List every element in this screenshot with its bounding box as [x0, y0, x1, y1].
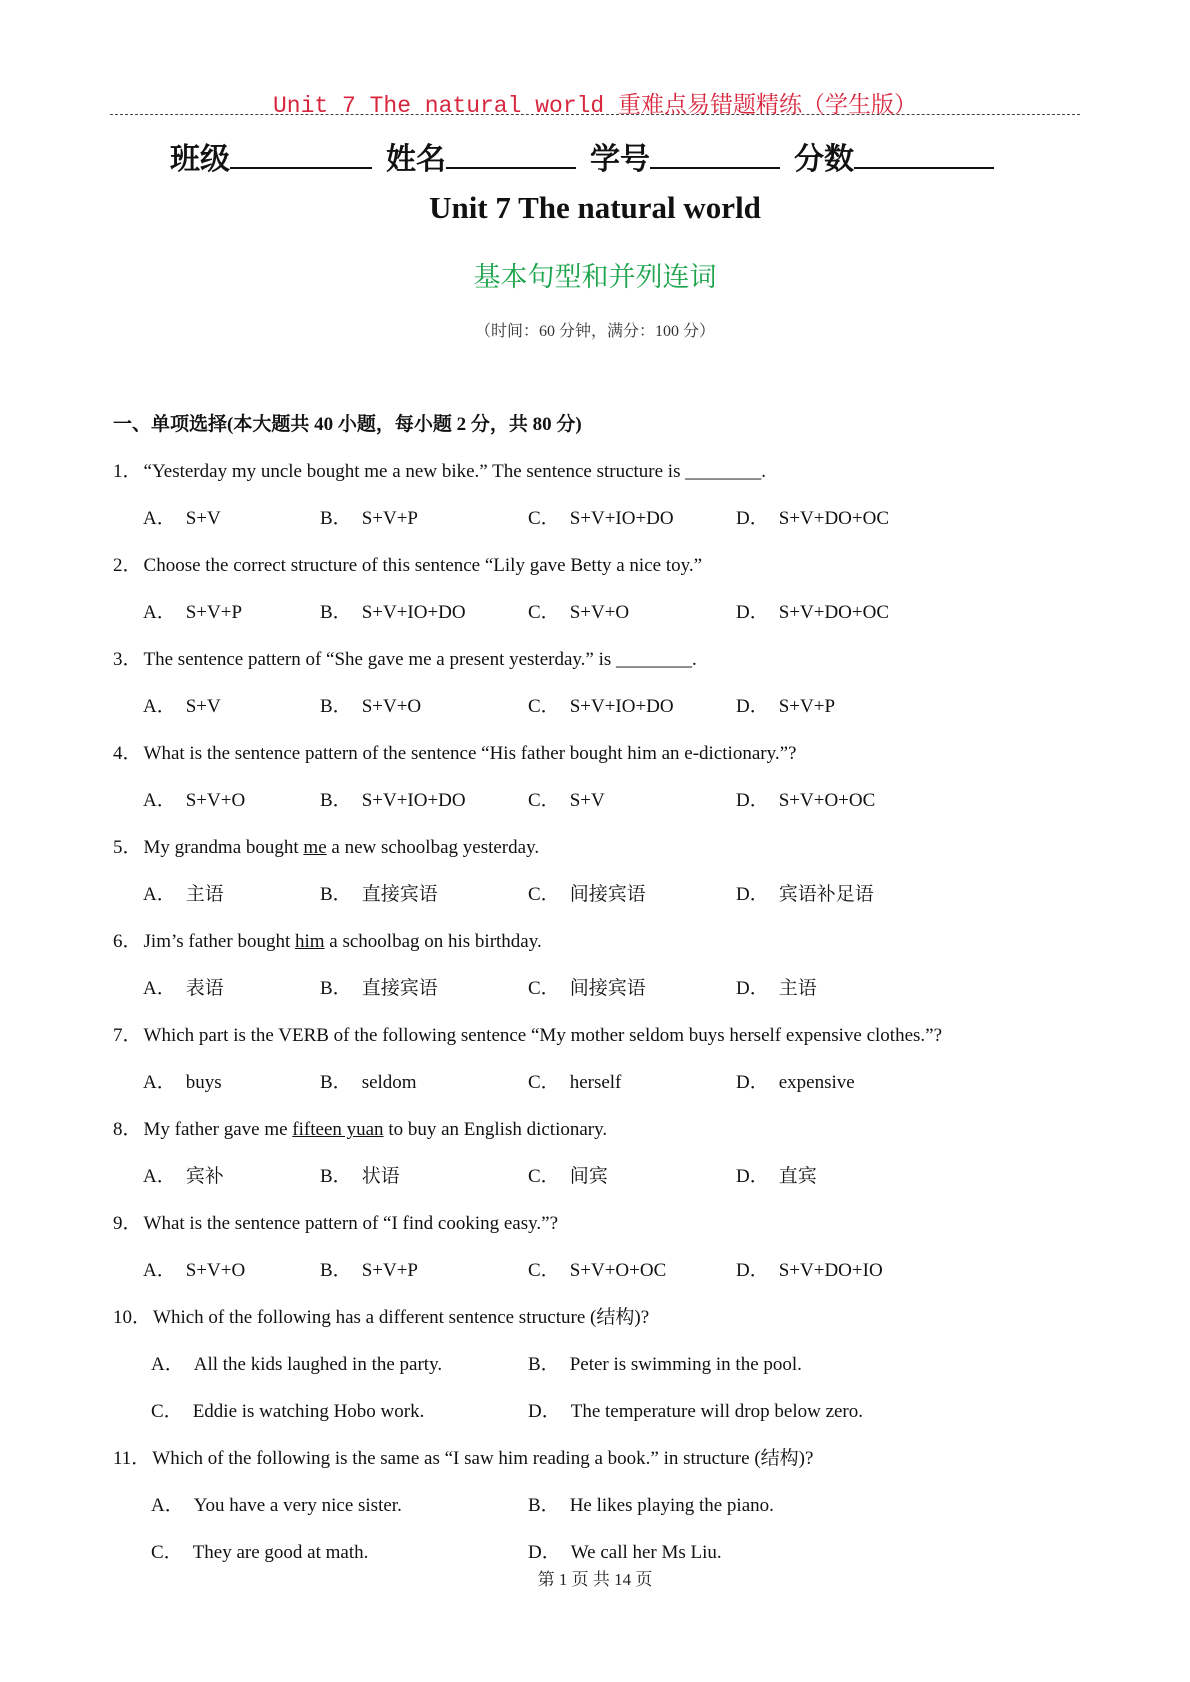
- option-text: S+V+IO+DO: [361, 602, 466, 623]
- option-text: S+V: [185, 508, 221, 529]
- question-text-pre: What is the sentence pattern of the sentence “His father bought him an e-dictionary.”?: [143, 743, 797, 764]
- option-text: Peter is swimming in the pool.: [569, 1354, 802, 1375]
- option-letter: D．: [528, 1401, 561, 1422]
- options-row: [113, 589, 1073, 636]
- class-blank[interactable]: [230, 141, 372, 169]
- option-text: S+V+IO+DO: [569, 696, 674, 717]
- answer-option[interactable]: [736, 589, 889, 636]
- option-text: 间接宾语: [569, 884, 646, 905]
- score-field: [794, 134, 994, 178]
- answer-option[interactable]: [528, 777, 605, 824]
- answer-option[interactable]: [143, 777, 245, 824]
- option-text: S+V+P: [778, 696, 836, 717]
- question-number: 9．: [113, 1213, 142, 1234]
- option-text: 表语: [185, 978, 224, 999]
- option-letter: A．: [143, 696, 176, 717]
- question-text-post: a new schoolbag yesterday.: [326, 837, 540, 858]
- option-letter: C．: [528, 1166, 560, 1187]
- option-text: S+V+DO+IO: [778, 1260, 883, 1281]
- answer-option[interactable]: [320, 495, 418, 542]
- option-letter: A．: [151, 1495, 184, 1516]
- option-text: seldom: [361, 1072, 417, 1093]
- option-text: S+V+IO+DO: [361, 790, 466, 811]
- answer-option[interactable]: [143, 1247, 245, 1294]
- name-blank[interactable]: [446, 141, 576, 169]
- options-row: [113, 1388, 1073, 1435]
- option-letter: B．: [320, 884, 352, 905]
- header-title: Unit 7 The natural world 重难点易错题精练（学生版）: [272, 93, 918, 119]
- answer-option[interactable]: [736, 965, 817, 1012]
- answer-option[interactable]: [320, 589, 466, 636]
- answer-option[interactable]: [320, 1153, 400, 1200]
- option-letter: B．: [320, 790, 352, 811]
- option-text: They are good at math.: [192, 1542, 369, 1563]
- option-letter: D．: [736, 884, 769, 905]
- answer-option[interactable]: [736, 1153, 817, 1200]
- option-text: S+V+O: [185, 1260, 246, 1281]
- option-letter: C．: [528, 602, 560, 623]
- question-number: 7．: [113, 1025, 142, 1046]
- option-letter: A．: [143, 508, 176, 529]
- question-text-pre: Which of the following has a different sentence structure (结构)?: [153, 1307, 650, 1328]
- option-text: 直接宾语: [361, 978, 438, 999]
- options-row: [113, 1247, 1073, 1294]
- answer-option[interactable]: [528, 1341, 802, 1388]
- answer-option[interactable]: [151, 1388, 424, 1435]
- option-letter: A．: [143, 1072, 176, 1093]
- option-text: S+V: [569, 790, 605, 811]
- option-letter: A．: [143, 1260, 176, 1281]
- option-letter: D．: [736, 978, 769, 999]
- option-letter: A．: [143, 978, 176, 999]
- question-item: [113, 1106, 1073, 1200]
- answer-option[interactable]: [528, 1153, 608, 1200]
- question-item: [113, 918, 1073, 1012]
- option-letter: C．: [151, 1542, 183, 1563]
- options-row: [113, 1482, 1073, 1529]
- question-item: [113, 448, 1073, 542]
- option-letter: A．: [143, 1166, 176, 1187]
- question-item: [113, 636, 1073, 730]
- options-row: [113, 683, 1073, 730]
- score-blank[interactable]: [854, 141, 994, 169]
- option-text: 间接宾语: [569, 978, 646, 999]
- page-footer: 第 1 页 共 14 页: [537, 1570, 653, 1589]
- question-text-pre: Jim’s father bought: [143, 931, 295, 952]
- option-text: S+V: [185, 696, 221, 717]
- answer-option[interactable]: [320, 1247, 418, 1294]
- option-letter: B．: [320, 1072, 352, 1093]
- option-text: S+V+P: [185, 602, 243, 623]
- option-text: 间宾: [569, 1166, 608, 1187]
- option-text: All the kids laughed in the party.: [193, 1354, 443, 1375]
- option-text: S+V+P: [361, 1260, 418, 1281]
- question-item: [113, 1435, 1073, 1576]
- question-number: 5．: [113, 837, 142, 858]
- option-text: herself: [569, 1072, 622, 1093]
- option-letter: D．: [736, 1072, 769, 1093]
- option-letter: B．: [528, 1354, 560, 1375]
- id-blank[interactable]: [650, 141, 780, 169]
- option-text: S+V+O: [361, 696, 422, 717]
- option-text: S+V+P: [361, 508, 418, 529]
- question-item: [113, 1200, 1073, 1294]
- answer-option[interactable]: [528, 1388, 863, 1435]
- answer-option[interactable]: [736, 495, 889, 542]
- option-text: S+V+O: [185, 790, 246, 811]
- option-letter: A．: [143, 884, 176, 905]
- question-underlined: me: [303, 837, 327, 858]
- answer-option[interactable]: [151, 1482, 402, 1529]
- answer-option[interactable]: [320, 683, 421, 730]
- option-text: S+V+O+OC: [569, 1260, 667, 1281]
- question-stem: [113, 542, 1073, 589]
- question-text-post: a schoolbag on his birthday.: [324, 931, 542, 952]
- question-number: 6．: [113, 931, 142, 952]
- option-letter: C．: [528, 1072, 560, 1093]
- question-stem: [113, 636, 1073, 683]
- class-field: [170, 134, 372, 178]
- answer-option[interactable]: [320, 777, 466, 824]
- question-number: 1．: [113, 461, 142, 482]
- option-text: S+V+O: [569, 602, 630, 623]
- question-stem: [113, 1106, 1073, 1153]
- option-text: He likes playing the piano.: [569, 1495, 774, 1516]
- question-text-pre: Which of the following is the same as “I saw him reading a book.” in structure (结构)?: [152, 1448, 814, 1469]
- option-text: You have a very nice sister.: [193, 1495, 402, 1516]
- option-letter: B．: [320, 1260, 352, 1281]
- option-letter: A．: [143, 790, 176, 811]
- question-number: 8．: [113, 1119, 142, 1140]
- question-stem: [113, 1200, 1073, 1247]
- answer-option[interactable]: [143, 495, 221, 542]
- option-text: buys: [185, 1072, 222, 1093]
- option-letter: D．: [528, 1542, 561, 1563]
- option-letter: C．: [528, 978, 560, 999]
- question-text-pre: “Yesterday my uncle bought me a new bike.” The sentence structure is ________.: [143, 461, 766, 482]
- question-stem: [113, 824, 1073, 871]
- answer-option[interactable]: [736, 871, 874, 918]
- options-row: [113, 871, 1073, 918]
- question-list: [113, 448, 1073, 1576]
- option-letter: B．: [320, 602, 352, 623]
- option-letter: D．: [736, 602, 769, 623]
- answer-option[interactable]: [143, 1059, 222, 1106]
- option-letter: C．: [528, 508, 560, 529]
- question-item: [113, 824, 1073, 918]
- options-row: [113, 495, 1073, 542]
- question-item: [113, 1294, 1073, 1435]
- option-letter: C．: [528, 790, 560, 811]
- student-info-line: [170, 134, 1020, 178]
- score-label: 分数: [794, 142, 854, 177]
- question-stem: [113, 730, 1073, 777]
- answer-option[interactable]: [528, 1059, 621, 1106]
- question-underlined: fifteen yuan: [292, 1119, 384, 1140]
- section-heading: 一、单项选择(本大题共 40 小题，每小题 2 分，共 80 分): [113, 414, 582, 435]
- page-title: Unit 7 The natural world: [429, 190, 761, 225]
- option-letter: C．: [528, 696, 560, 717]
- option-letter: B．: [320, 696, 352, 717]
- option-letter: D．: [736, 1260, 769, 1281]
- question-text-post: to buy an English dictionary.: [383, 1119, 608, 1140]
- option-text: S+V+O+OC: [778, 790, 876, 811]
- question-number: 3．: [113, 649, 142, 670]
- question-number: 11．: [113, 1448, 151, 1469]
- question-underlined: him: [294, 931, 325, 952]
- id-field: [590, 134, 780, 178]
- option-text: 主语: [185, 884, 224, 905]
- question-item: [113, 730, 1073, 824]
- option-text: The temperature will drop below zero.: [570, 1401, 864, 1422]
- option-text: 宾补: [185, 1166, 224, 1187]
- id-label: 学号: [590, 142, 650, 177]
- answer-option[interactable]: [528, 495, 674, 542]
- question-stem: [113, 1012, 1073, 1059]
- option-letter: A．: [143, 602, 176, 623]
- answer-option[interactable]: [528, 965, 646, 1012]
- answer-option[interactable]: [151, 1341, 442, 1388]
- option-letter: C．: [528, 1260, 560, 1281]
- option-letter: D．: [736, 696, 769, 717]
- question-item: [113, 542, 1073, 636]
- question-item: [113, 1012, 1073, 1106]
- option-letter: D．: [736, 790, 769, 811]
- option-letter: B．: [320, 978, 352, 999]
- options-row: [113, 1059, 1073, 1106]
- option-text: We call her Ms Liu.: [570, 1542, 722, 1563]
- question-number: 2．: [113, 555, 142, 576]
- option-letter: C．: [528, 884, 560, 905]
- question-text-pre: The sentence pattern of “She gave me a present yesterday.” is ________.: [143, 649, 697, 670]
- option-letter: A．: [151, 1354, 184, 1375]
- option-text: Eddie is watching Hobo work.: [192, 1401, 425, 1422]
- time-note: （时间：60 分钟，满分：100 分）: [474, 323, 715, 340]
- options-row: [113, 777, 1073, 824]
- answer-option[interactable]: [528, 683, 674, 730]
- question-text-pre: My grandma bought: [143, 837, 304, 858]
- option-text: expensive: [778, 1072, 855, 1093]
- option-text: S+V+DO+OC: [778, 508, 890, 529]
- answer-option[interactable]: [736, 1247, 883, 1294]
- question-stem: [113, 448, 1073, 495]
- option-letter: B．: [320, 1166, 352, 1187]
- answer-option[interactable]: [528, 589, 629, 636]
- answer-option[interactable]: [143, 1153, 224, 1200]
- answer-option[interactable]: [736, 1059, 855, 1106]
- name-label: 姓名: [386, 142, 446, 177]
- class-label: 班级: [170, 142, 230, 177]
- answer-option[interactable]: [143, 965, 224, 1012]
- header-divider: [110, 114, 1080, 115]
- question-text-pre: Which part is the VERB of the following sentence “My mother seldom buys herself expensive clothes.”?: [143, 1025, 943, 1046]
- answer-option[interactable]: [143, 683, 221, 730]
- question-text-pre: What is the sentence pattern of “I find cooking easy.”?: [143, 1213, 558, 1234]
- question-text-pre: Choose the correct structure of this sentence “Lily gave Betty a nice toy.”: [143, 555, 703, 576]
- option-text: S+V+DO+OC: [778, 602, 890, 623]
- options-row: [113, 1153, 1073, 1200]
- option-letter: C．: [151, 1401, 183, 1422]
- answer-option[interactable]: [736, 683, 835, 730]
- option-text: 直接宾语: [361, 884, 438, 905]
- question-stem: [113, 1294, 1073, 1341]
- answer-option[interactable]: [320, 871, 438, 918]
- answer-option[interactable]: [528, 1482, 774, 1529]
- page-subtitle: 基本句型和并列连词: [473, 262, 717, 293]
- name-field: [386, 134, 576, 178]
- question-text-pre: My father gave me: [143, 1119, 293, 1140]
- answer-option[interactable]: [320, 965, 438, 1012]
- option-letter: B．: [320, 508, 352, 529]
- option-text: 主语: [778, 978, 817, 999]
- question-stem: [113, 1435, 1073, 1482]
- options-row: [113, 965, 1073, 1012]
- option-text: S+V+IO+DO: [569, 508, 674, 529]
- option-letter: D．: [736, 1166, 769, 1187]
- answer-option[interactable]: [528, 871, 646, 918]
- answer-option[interactable]: [143, 589, 242, 636]
- option-text: 状语: [361, 1166, 400, 1187]
- answer-option[interactable]: [528, 1247, 666, 1294]
- option-text: 直宾: [778, 1166, 817, 1187]
- question-number: 4．: [113, 743, 142, 764]
- question-stem: [113, 918, 1073, 965]
- option-letter: D．: [736, 508, 769, 529]
- options-row: [113, 1341, 1073, 1388]
- question-number: 10．: [113, 1307, 152, 1328]
- option-letter: B．: [528, 1495, 560, 1516]
- answer-option[interactable]: [143, 871, 224, 918]
- answer-option[interactable]: [736, 777, 875, 824]
- option-text: 宾语补足语: [778, 884, 874, 905]
- answer-option[interactable]: [320, 1059, 417, 1106]
